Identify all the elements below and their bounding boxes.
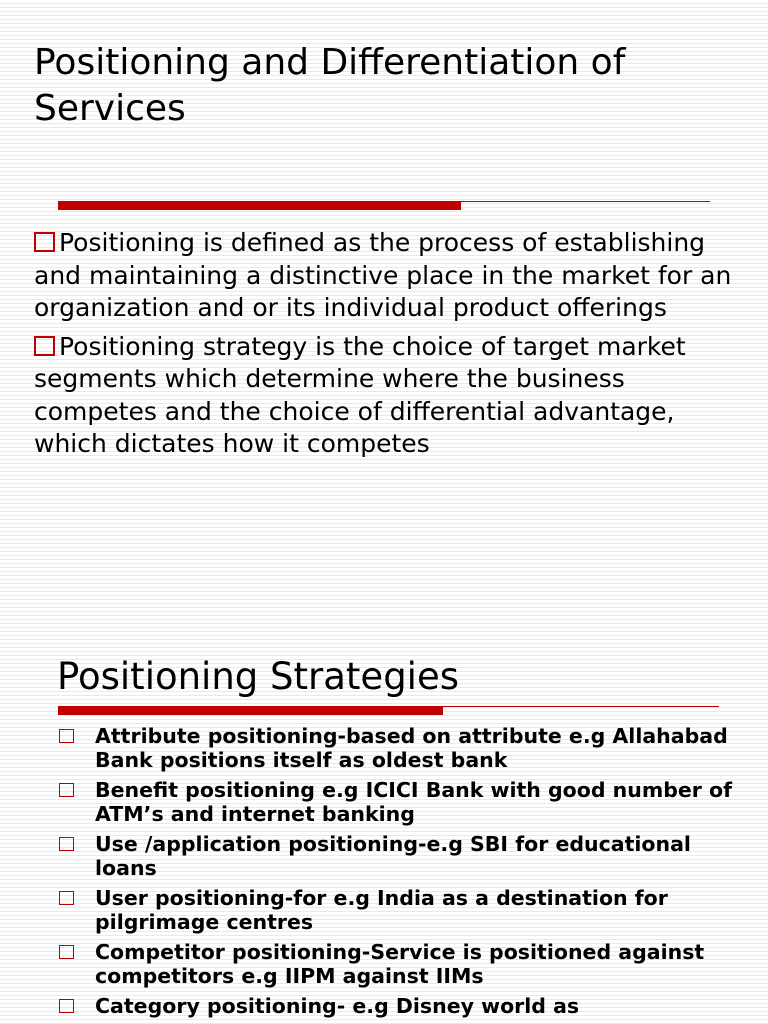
bullet-text: Attribute positioning-based on attribute e.g Allahabad Bank positions itself as oldest bank	[95, 724, 728, 772]
bullet-text: Competitor positioning-Service is positioned against competitors e.g IIPM against IIMs	[95, 940, 705, 988]
square-bullet-icon	[34, 232, 55, 252]
bullet-item	[34, 227, 734, 325]
bullet-list	[34, 227, 734, 467]
square-bullet-icon	[59, 999, 74, 1013]
bullet-text: Positioning is defined as the process of establishing and maintaining a distinctive place in the market for an organization and or its individual product offerings	[34, 228, 732, 322]
bullet-item	[57, 778, 747, 826]
bullet-text: Positioning strategy is the choice of target market segments which determine where the business competes and the choice of differential advantage, which dictates how it competes	[34, 331, 686, 458]
square-bullet-icon	[59, 783, 74, 797]
slide-title: Positioning Strategies	[57, 655, 459, 698]
square-bullet-icon	[59, 729, 74, 743]
square-bullet-icon	[34, 336, 55, 356]
bullet-text: Use /application positioning-e.g SBI for educational loans	[95, 832, 691, 880]
bullet-text: Benefit positioning e.g ICICI Bank with good number of ATM’s and internet banking	[95, 778, 733, 826]
bullet-text: Category positioning- e.g Disney world as	[95, 994, 580, 1018]
title-divider-thick	[58, 202, 461, 210]
slide-positioning-strategies	[0, 620, 768, 1024]
bullet-item	[34, 331, 734, 461]
bullet-text: User positioning-for e.g India as a destination for pilgrimage centres	[95, 886, 668, 934]
bullet-item	[57, 940, 747, 988]
bullet-item	[57, 832, 747, 880]
square-bullet-icon	[59, 891, 74, 905]
square-bullet-icon	[59, 837, 74, 851]
bullet-item	[57, 886, 747, 934]
bullet-item	[57, 994, 747, 1018]
square-bullet-icon	[59, 945, 74, 959]
slide-title: Positioning and Differentiation of Services	[34, 42, 626, 129]
bullet-list	[57, 724, 747, 1024]
title-divider-thick	[58, 707, 443, 715]
bullet-item	[57, 724, 747, 772]
